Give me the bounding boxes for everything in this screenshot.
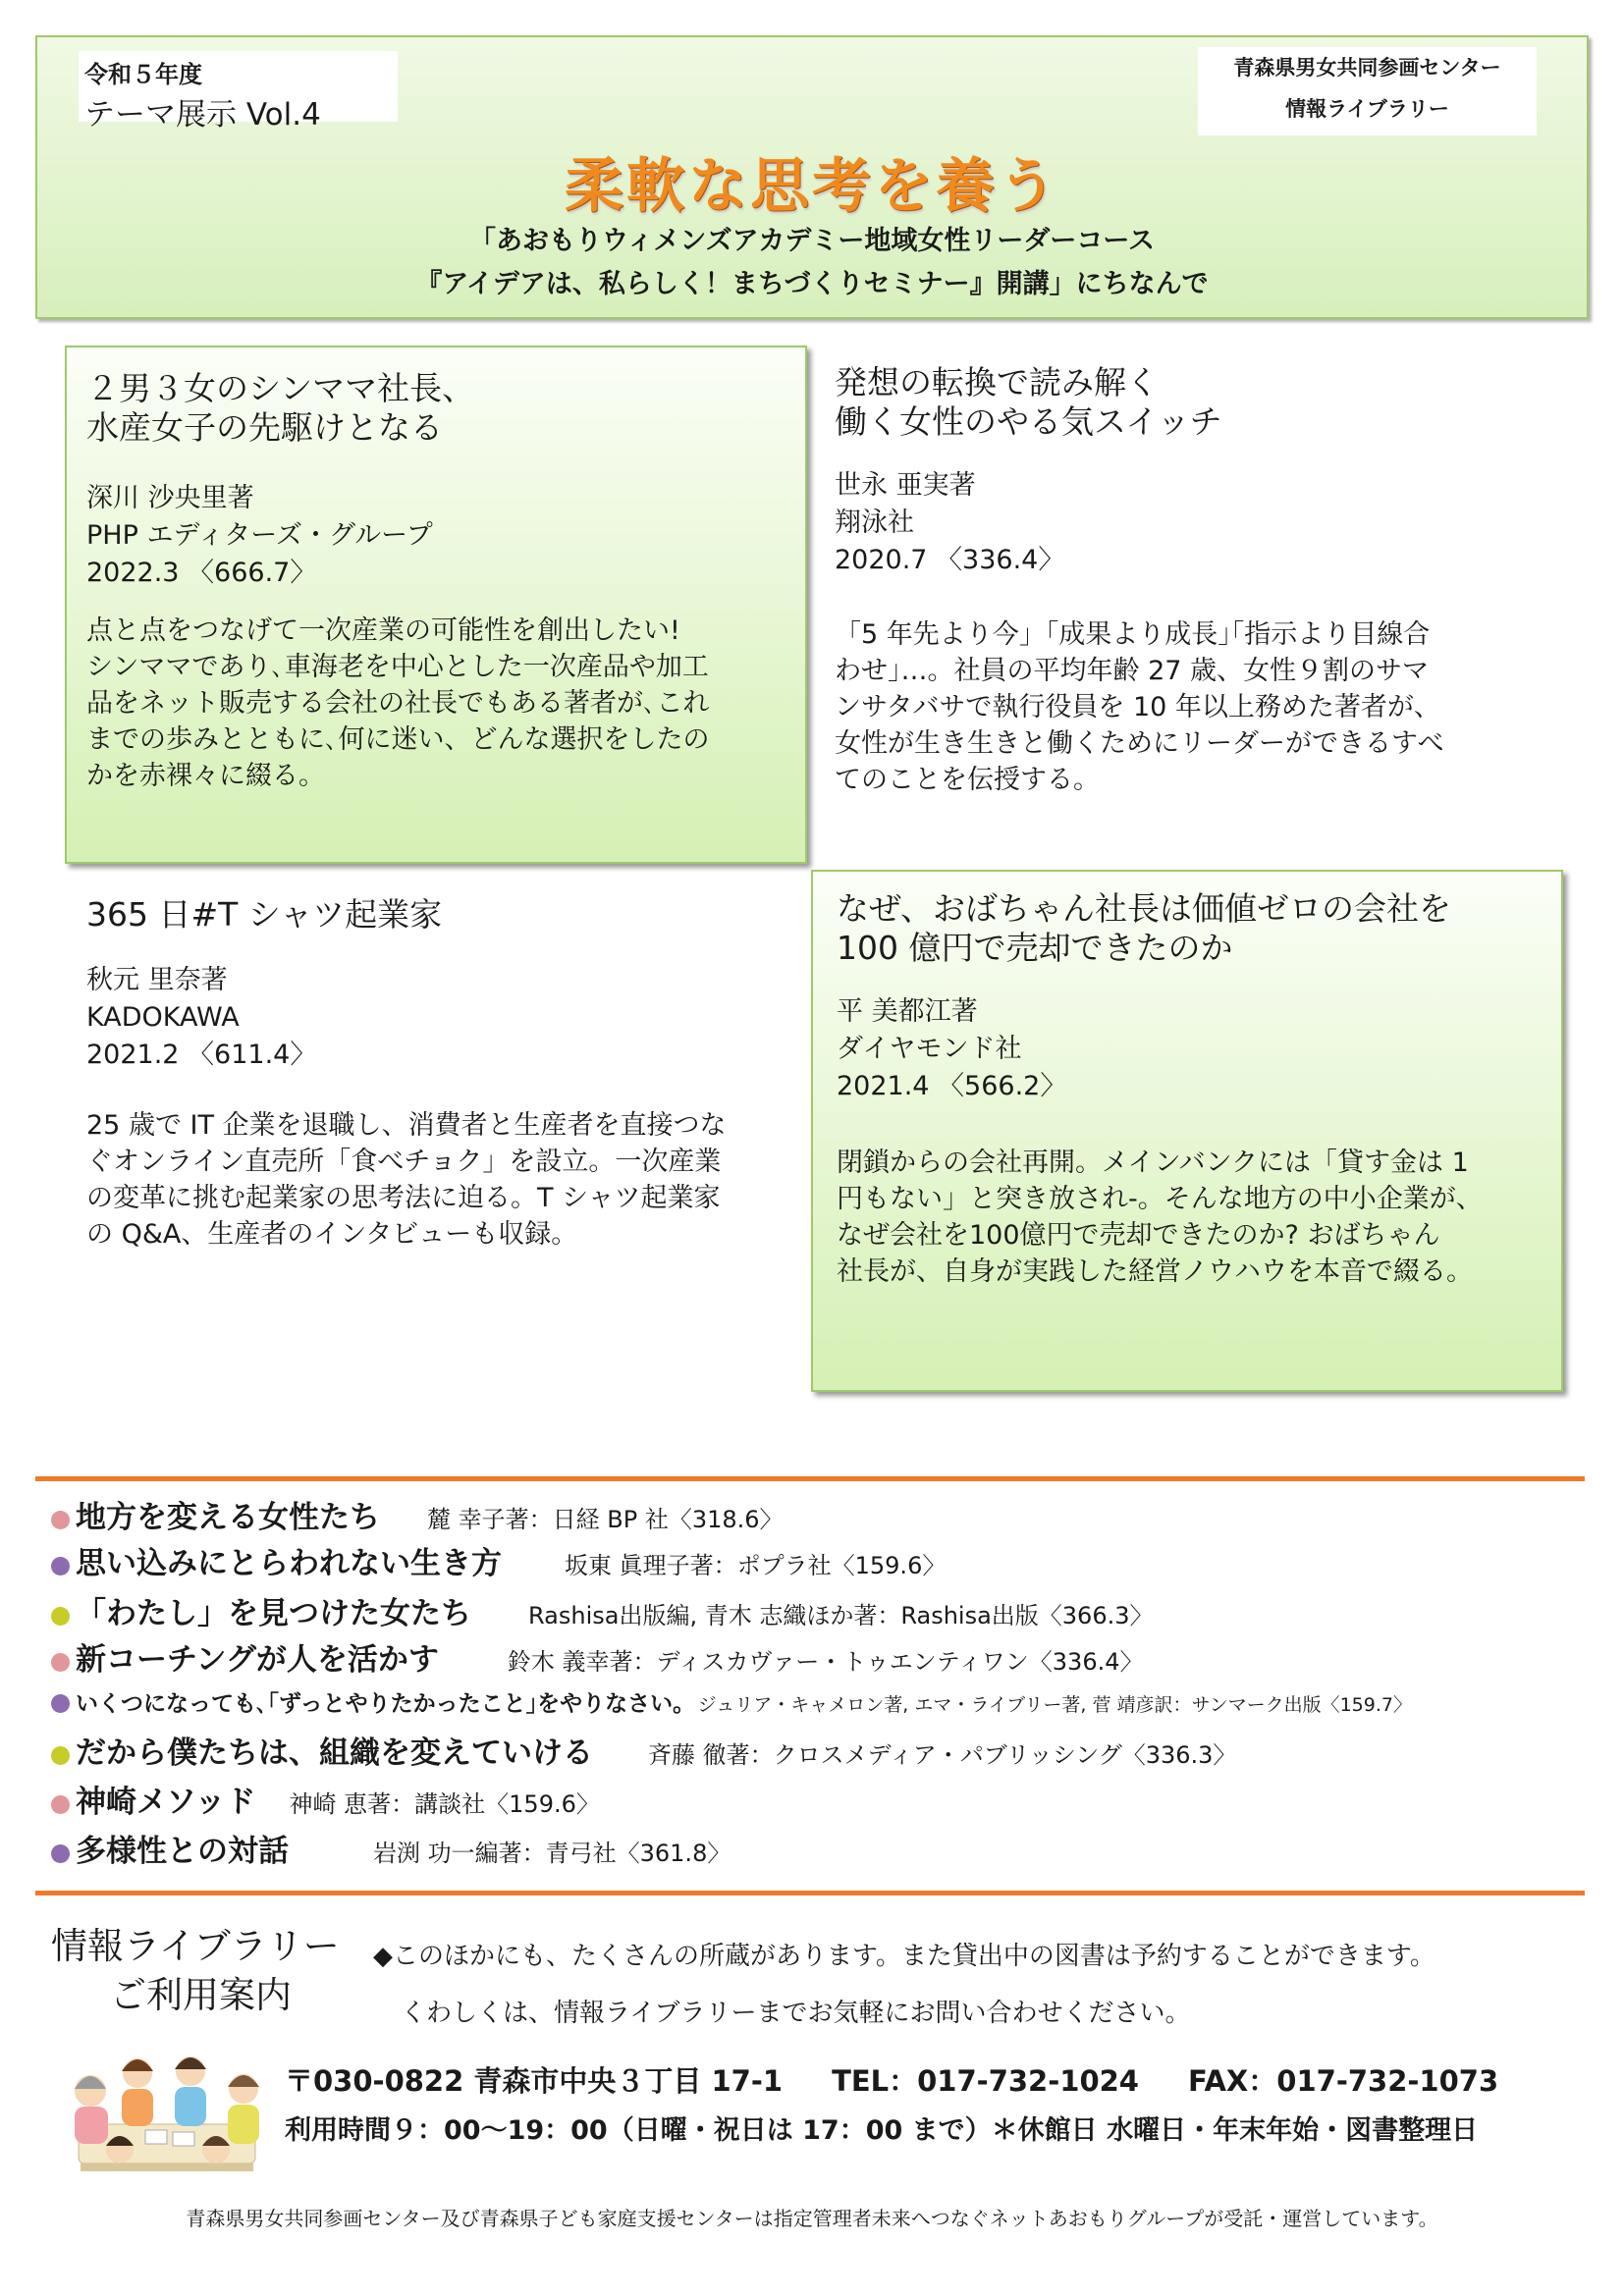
- list-item: [51, 1777, 1602, 1821]
- org-name: 青森県男女共同参画センター: [1233, 56, 1501, 80]
- library-tel: TEL：017-732-1024: [832, 2064, 1139, 2098]
- list-item-title: 神崎メソッド: [76, 1785, 256, 1820]
- list-item-info: 坂東 眞理子著：ポプラ社〈159.6〉: [565, 1552, 947, 1579]
- library-contact: [285, 2059, 1498, 2100]
- list-item-info: 岩渕 功一編著：青弓社〈361.8〉: [373, 1840, 731, 1867]
- series-box: [79, 51, 398, 133]
- book-title: 水産女子の先駆けとなる: [86, 408, 443, 447]
- yellow-bullet-icon: [51, 1607, 70, 1626]
- book-author: 深川 沙央里著: [86, 483, 254, 513]
- pink-bullet-icon: [51, 1511, 70, 1529]
- purple-bullet-icon: [51, 1694, 70, 1713]
- list-item-title: いくつになっても､｢ずっとやりたかったこと｣をやりなさい｡: [76, 1691, 684, 1717]
- pink-bullet-icon: [51, 1795, 70, 1814]
- book-desc-line: ぐオンライン直売所「食べチョク」を設立。一次産業: [86, 1147, 722, 1177]
- library-hours: 利用時間９：00〜19：00（日曜・祝日は 17：00 まで）＊休館日 水曜日・年末年始・図書整理日: [285, 2115, 1479, 2146]
- book-desc-line: シンママであり､車海老を中心とした一次産品や加工: [86, 652, 709, 682]
- list-item-title: 多様性との対話: [76, 1834, 289, 1869]
- book-title: なぜ、おばちゃん社長は価値ゼロの会社を: [837, 889, 1452, 928]
- page-subtitle: [0, 220, 1624, 306]
- book-date-code: 2022.3 〈666.7〉: [86, 558, 317, 588]
- book-title: 働く女性のやる気スイッチ: [835, 402, 1222, 441]
- book-title: 発想の転換で読み解く: [835, 363, 1159, 401]
- library-info-line: ◆このほかにも、たくさんの所蔵があります。また貸出中の図書は予約することができます。: [373, 1942, 1435, 1971]
- book-desc-line: ンサタバサで執行役員を 10 年以上務めた著者が、: [835, 692, 1440, 722]
- list-item-title: だから僕たちは、組織を変えていける: [76, 1735, 593, 1771]
- series-label: テーマ展示 Vol.4: [84, 97, 321, 133]
- library-heading-line: 情報ライブラリー: [51, 1925, 340, 1967]
- list-item-info: 鈴木 義幸著：ディスカヴァー・トゥエンティワン〈336.4〉: [507, 1648, 1144, 1676]
- book-date-code: 2021.2 〈611.4〉: [86, 1040, 317, 1070]
- pink-bullet-icon: [51, 1653, 70, 1672]
- book-desc-line: かを赤裸々に綴る。: [86, 761, 325, 791]
- list-item-info: 麓 幸子著：日経 BP 社〈318.6〉: [427, 1506, 784, 1533]
- list-item-title: 地方を変える女性たち: [76, 1500, 380, 1535]
- book-desc-line: 閉鎖からの会社再開。メインバンクには「貸す金は 1: [837, 1148, 1469, 1178]
- org-box: [1198, 47, 1537, 135]
- book-author: 世永 亜実著: [835, 470, 976, 501]
- book-title: 100 億円で売却できたのか: [837, 929, 1233, 967]
- book-desc-line: の Q&A、生産者のインタビューも収録。: [86, 1219, 578, 1250]
- list-item-title: 「わたし」を見つけた女たち: [76, 1596, 471, 1631]
- list-item: [51, 1538, 1602, 1582]
- book-desc-line: 円もない」と突き放され-。そんな地方の中小企業が、: [837, 1184, 1483, 1214]
- book-card: [86, 883, 813, 1296]
- list-item-title: 思い込みにとらわれない生き方: [76, 1546, 502, 1581]
- list-item: [51, 1588, 1602, 1632]
- book-card: [811, 870, 1563, 1392]
- book-publisher: KADOKAWA: [86, 1002, 240, 1033]
- book-author: 秋元 里奈著: [86, 965, 228, 995]
- book-card: [835, 349, 1561, 821]
- book-desc-line: 品をネット販売する会社の社長でもある著者が､これ: [86, 688, 710, 719]
- list-item: [51, 1728, 1602, 1772]
- book-desc-line: 社長が、自身が実践した経営ノウハウを本音で綴る。: [837, 1256, 1473, 1287]
- book-desc-line: 点と点をつなげて一次産業の可能性を創出したい!: [86, 615, 680, 646]
- book-date-code: 2020.7 〈336.4〉: [835, 545, 1065, 575]
- orange-divider: [35, 1891, 1585, 1896]
- purple-bullet-icon: [51, 1844, 70, 1863]
- book-author: 平 美都江著: [837, 996, 978, 1027]
- list-item-info: 斉藤 徹著：クロスメディア・パブリッシング〈336.3〉: [648, 1741, 1237, 1769]
- book-publisher: 翔泳社: [835, 507, 914, 538]
- book-publisher: PHP エディターズ・グループ: [86, 520, 433, 551]
- list-item-info: Rashisa出版編, 青木 志織ほか著：Rashisa出版〈366.3〉: [528, 1602, 1154, 1629]
- book-desc-line: の変革に挑む起業家の思考法に迫る。T シャツ起業家: [86, 1183, 721, 1213]
- list-item: [51, 1685, 1602, 1718]
- page-title: 柔軟な思考を養う: [565, 152, 1059, 221]
- library-fax: FAX：017-732-1073: [1188, 2064, 1499, 2098]
- library-address: 〒030-0822 青森市中央３丁目 17-1: [285, 2064, 784, 2098]
- list-item-info: 神崎 恵著：講談社〈159.6〉: [289, 1790, 600, 1818]
- list-item-title: 新コーチングが人を活かす: [76, 1642, 439, 1678]
- orange-divider: [35, 1476, 1585, 1481]
- list-item-info: ジュリア・キャメロン著, エマ・ライブリー著, 菅 靖彦訳：サンマーク出版〈159.7〉: [697, 1694, 1412, 1716]
- yellow-bullet-icon: [51, 1746, 70, 1765]
- subtitle-line: 『アイデアは、私らしく！まちづくりセミナー』開講」にちなんで: [415, 269, 1209, 299]
- list-item: [51, 1826, 1602, 1870]
- book-title: ２男３女のシンママ社長、: [86, 369, 475, 407]
- book-desc-line: なぜ会社を100億円で売却できたのか? おばちゃん: [837, 1220, 1440, 1251]
- library-name: 情報ライブラリー: [1285, 97, 1449, 121]
- list-item: [51, 1634, 1602, 1679]
- list-item: [51, 1492, 1602, 1536]
- book-desc-line: までの歩みとともに､何に迷い、どんな選択をしたの: [86, 724, 710, 755]
- book-title: 365 日#T シャツ起業家: [86, 895, 443, 934]
- fiscal-year: 令和５年度: [84, 61, 202, 88]
- library-heading: [51, 1922, 340, 2020]
- book-desc-line: 25 歳で IT 企業を退職し、消費者と生産者を直接つな: [86, 1110, 727, 1141]
- library-info-line: くわしくは、情報ライブラリーまでお気軽にお問い合わせください。: [401, 1999, 1191, 2028]
- purple-bullet-icon: [51, 1557, 70, 1575]
- book-card: [65, 346, 807, 864]
- book-desc-line: てのことを伝授する。: [835, 765, 1100, 795]
- subtitle-line: 「あおもりウィメンズアカデミー地域女性リーダーコース: [469, 226, 1155, 256]
- book-date-code: 2021.4 〈566.2〉: [837, 1071, 1067, 1101]
- people-meeting-illustration: [51, 2034, 283, 2177]
- book-publisher: ダイヤモンド社: [837, 1034, 1022, 1064]
- book-desc-line: わせ｣…。社員の平均年齢 27 歳、女性９割のサマ: [835, 656, 1430, 686]
- library-heading-line: ご利用案内: [110, 1974, 292, 2016]
- footer-note: 青森県男女共同参画センター及び青森県子ども家庭支援センターは指定管理者未来へつなぐネットあおもりグループが受託・運営しています。: [186, 2207, 1438, 2230]
- book-desc-line: 「5 年先より今」｢成果より成長｣｢指示より目線合: [835, 619, 1431, 650]
- book-desc-line: 女性が生き生きと働くためにリーダーができるすべ: [835, 728, 1444, 759]
